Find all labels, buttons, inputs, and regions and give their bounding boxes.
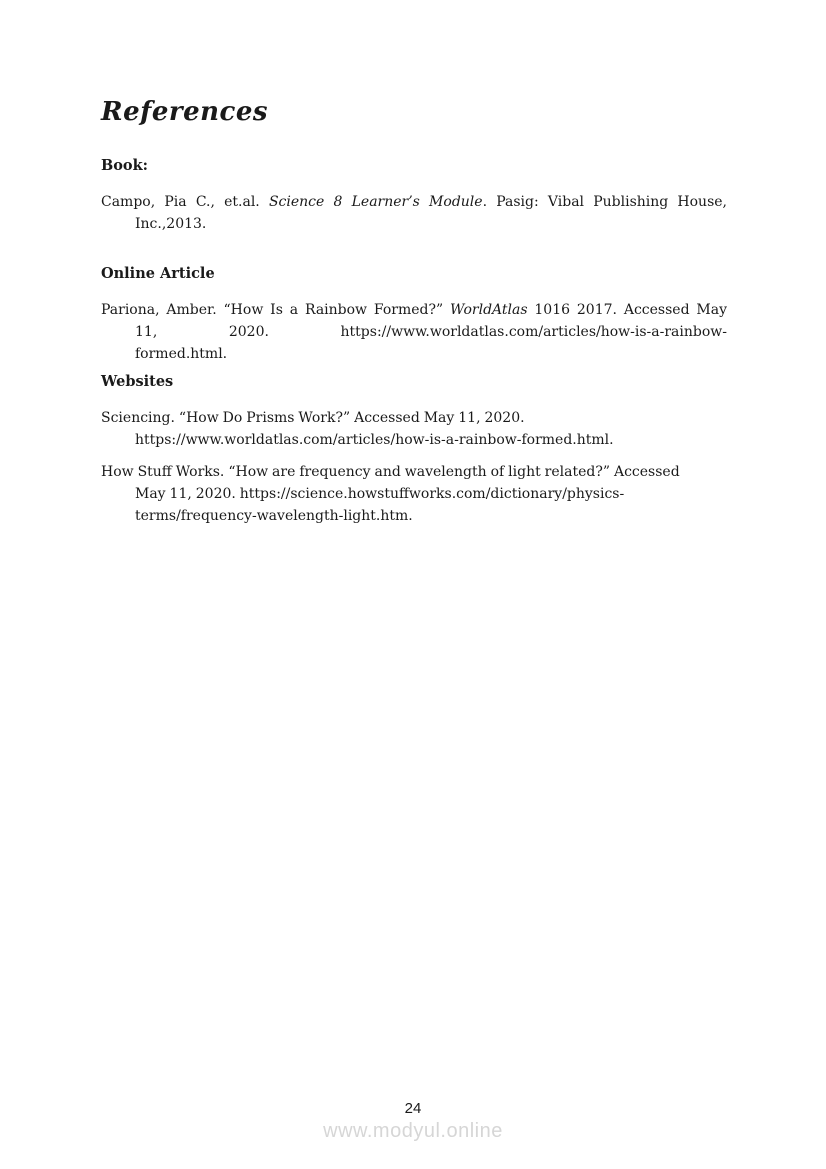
reference-line: [101, 407, 727, 429]
reference-line: [101, 343, 727, 365]
reference-line: [101, 321, 727, 343]
reference-segment: Pariona, Amber. “How Is a Rainbow Formed?”: [101, 302, 451, 318]
reference-segment-italic-title: Science 8 Learner’s Module: [268, 194, 483, 210]
reference-segment: Campo, Pia C., et.al.: [101, 194, 269, 210]
page-title: References: [101, 97, 269, 127]
reference-entry-howstuffworks: [101, 461, 727, 527]
reference-segment: Sciencing. “How Do Prisms Work?” Accessed May 11, 2020.: [101, 410, 525, 426]
section-websites: [101, 371, 727, 527]
reference-entry-campo: [101, 191, 727, 235]
reference-segment: terms/frequency-wavelength-light.htm.: [135, 508, 413, 524]
reference-entry-sciencing: [101, 407, 727, 451]
reference-line: [101, 505, 727, 527]
reference-line: [101, 299, 727, 321]
reference-line: [101, 191, 727, 213]
reference-line: [101, 429, 727, 451]
document-page: [101, 0, 727, 527]
reference-segment: May 11, 2020. https://science.howstuffworks.com/dictionary/physics-: [135, 486, 625, 502]
section-book: [101, 155, 727, 235]
reference-segment-italic-title: WorldAtlas: [450, 302, 528, 318]
reference-segment: 11, 2020. https://www.worldatlas.com/articles/how-is-a-rainbow-: [135, 324, 727, 340]
section-online-article: [101, 263, 727, 365]
reference-entry-pariona: [101, 299, 727, 365]
reference-line: [101, 461, 727, 483]
reference-segment: https://www.worldatlas.com/articles/how-is-a-rainbow-formed.html.: [135, 432, 614, 448]
watermark-text: www.modyul.online: [323, 1120, 503, 1142]
reference-segment: formed.html.: [135, 346, 228, 362]
reference-line: [101, 213, 727, 235]
page-number: 24: [404, 1100, 422, 1117]
reference-segment: . Pasig: Vibal Publishing House,: [482, 194, 727, 210]
reference-segment: Inc.,2013.: [135, 216, 207, 232]
section-heading-online-article: Online Article: [101, 265, 215, 282]
reference-segment: How Stuff Works. “How are frequency and wavelength of light related?” Accessed: [101, 464, 680, 480]
reference-line: [101, 483, 727, 505]
reference-segment: 1016 2017. Accessed May: [527, 302, 727, 318]
section-heading-book: Book:: [101, 157, 148, 174]
section-heading-websites: Websites: [101, 373, 174, 390]
